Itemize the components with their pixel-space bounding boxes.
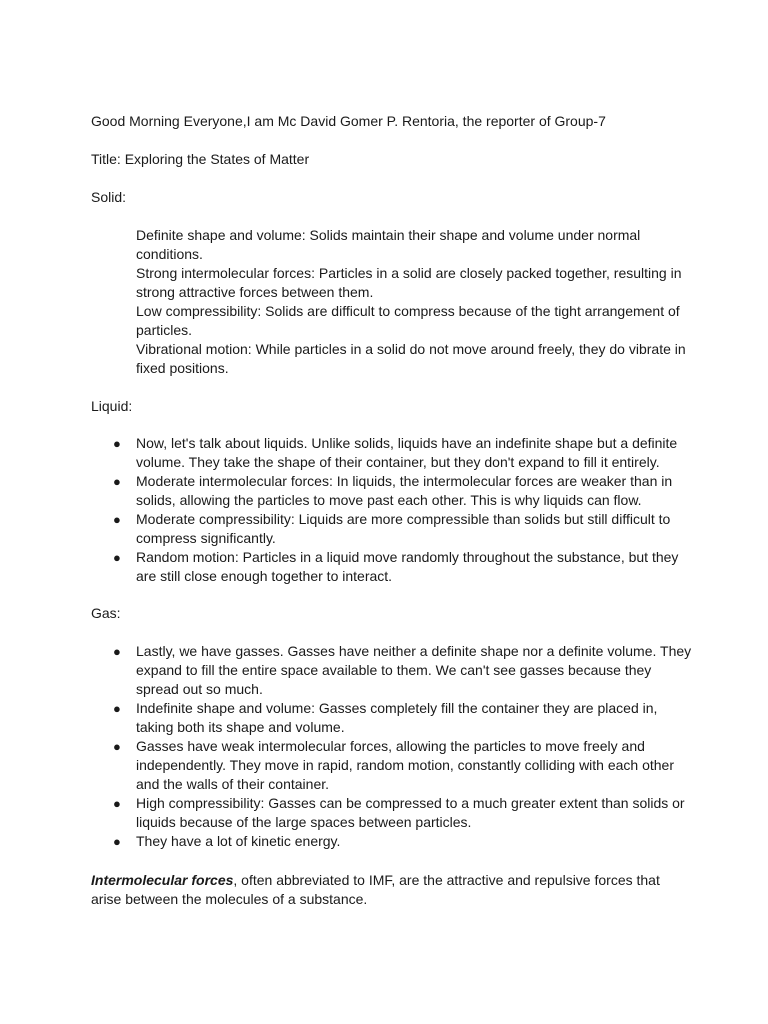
bullet-icon: ● <box>113 739 121 754</box>
gas-item-text: Gasses have weak intermolecular forces, allowing the particles to move freely and independently. They move in rapid, random motion, constantly colliding with each other and the walls of their container. <box>136 738 675 792</box>
bullet-icon: ● <box>113 701 121 716</box>
gas-list <box>113 642 696 851</box>
liquid-item-text: Now, let's talk about liquids. Unlike solids, liquids have an indefinite shape but a definite volume. They take the shape of their container, but they don't expand to fill it entirely. <box>136 435 678 470</box>
bullet-icon: ● <box>113 512 121 527</box>
bullet-icon: ● <box>113 834 121 849</box>
gas-item-text: Indefinite shape and volume: Gasses completely fill the container they are placed in, taking both its shape and volume. <box>136 700 658 735</box>
list-item <box>113 699 696 737</box>
gas-heading: Gas: <box>91 605 121 621</box>
liquid-list <box>113 434 696 586</box>
list-item <box>113 794 696 832</box>
solid-item: Definite shape and volume: Solids maintain their shape and volume under normal conditions. <box>136 227 641 262</box>
gas-item-text: High compressibility: Gasses can be compressed to a much greater extent than solids or liquids because of the large spaces between particles. <box>136 795 685 830</box>
list-item <box>113 832 696 851</box>
bullet-icon: ● <box>113 474 121 489</box>
solid-item: Vibrational motion: While particles in a solid do not move around freely, they do vibrate in fixed positions. <box>136 341 686 376</box>
bullet-icon: ● <box>113 796 121 811</box>
liquid-item-text: Moderate compressibility: Liquids are more compressible than solids but still difficult to compress significantly. <box>136 511 671 546</box>
gas-item-text: They have a lot of kinetic energy. <box>136 833 341 849</box>
bullet-icon: ● <box>113 644 121 659</box>
liquid-heading: Liquid: <box>91 398 133 414</box>
list-item <box>113 737 696 794</box>
liquid-item-text: Moderate intermolecular forces: In liquids, the intermolecular forces are weaker than in solids, allowing the particles to move past each other. This is why liquids can flow. <box>136 473 673 508</box>
imf-term: Intermolecular forces <box>91 872 234 888</box>
document-title: Title: Exploring the States of Matter <box>91 151 310 167</box>
solid-heading: Solid: <box>91 189 127 205</box>
bullet-icon: ● <box>113 550 121 565</box>
bullet-icon: ● <box>113 436 121 451</box>
gas-item-text: Lastly, we have gasses. Gasses have neither a definite shape nor a definite volume. They expand to fill the entire space available to them. We can't see gasses because they spread out so much. <box>136 643 692 697</box>
list-item <box>113 548 696 586</box>
greeting-line: Good Morning Everyone,I am Mc David Gomer P. Rentoria, the reporter of Group-7 <box>91 113 606 129</box>
liquid-item-text: Random motion: Particles in a liquid move randomly throughout the substance, but they are still close enough together to interact. <box>136 549 679 584</box>
imf-definition-text: , often abbreviated to IMF, are the attractive and repulsive forces that arise between the molecules of a substance. <box>91 872 660 907</box>
imf-definition <box>91 871 691 909</box>
solid-item: Low compressibility: Solids are difficult to compress because of the tight arrangement of particles. <box>136 303 680 338</box>
solid-list <box>136 226 696 378</box>
list-item <box>113 642 696 699</box>
list-item <box>113 510 696 548</box>
list-item <box>113 434 696 472</box>
solid-item: Strong intermolecular forces: Particles in a solid are closely packed together, resulting in strong attractive forces between them. <box>136 265 682 300</box>
list-item <box>113 472 696 510</box>
